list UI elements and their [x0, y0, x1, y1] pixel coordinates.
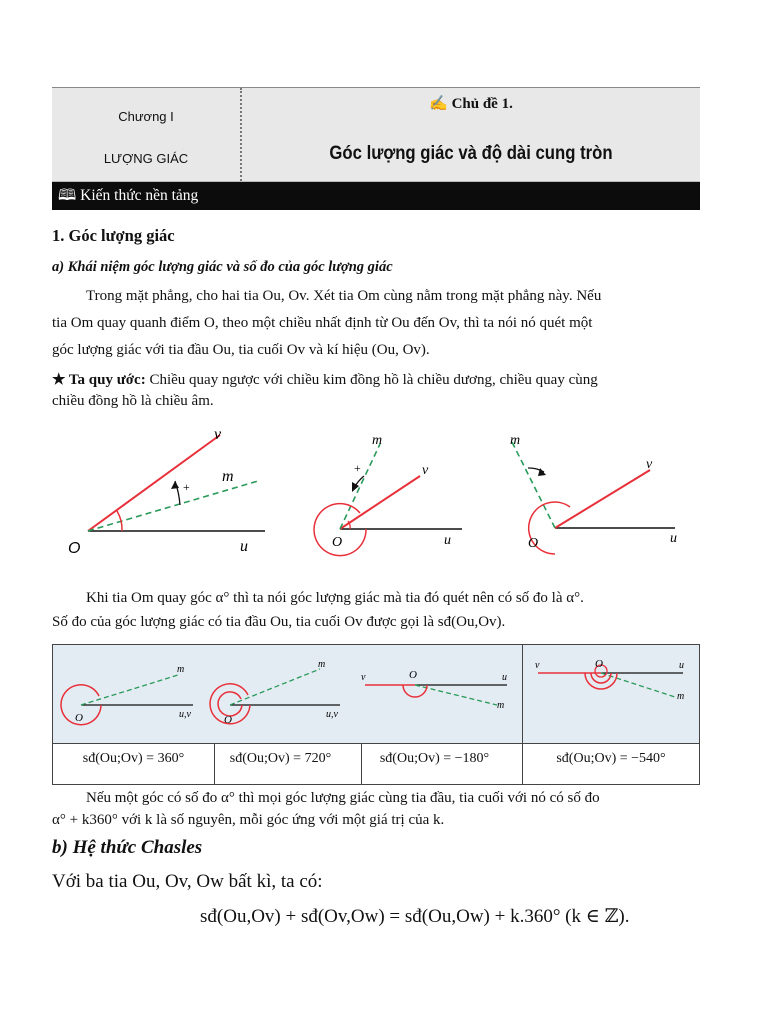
label-u: u: [670, 531, 677, 546]
plus-label: +: [183, 480, 190, 494]
paragraph-line: α° + k360° với k là số nguyên, mỗi góc ứng với một giá trị của k.: [52, 812, 445, 828]
paragraph-line: tia Om quay quanh điểm O, theo một chiều nhất định từ Ou đến Ov, thì ta nói nó quét một: [52, 315, 593, 331]
table-figure: [200, 645, 361, 744]
label-O: O: [224, 714, 232, 726]
label-v: v: [361, 672, 366, 683]
table-caption: sđ(Ou;Ov) = −540°: [556, 751, 666, 766]
rule-label: ★ Ta quy ước:: [52, 372, 146, 388]
figure-angle-1: [68, 425, 280, 565]
label-O: O: [409, 669, 417, 681]
table-caption: sđ(Ou;Ov) = −180°: [379, 751, 490, 766]
figure-angle-3: [500, 430, 690, 560]
paragraph-line: Số đo của góc lượng giác có tia đầu Ou, tia cuối Ov được gọi là sđ(Ou,Ov).: [52, 614, 506, 630]
label-O: O: [75, 712, 83, 724]
ray-v: [555, 470, 650, 528]
topic-label: ✍ Chủ đề 1.: [429, 96, 513, 112]
label-u: u: [502, 672, 507, 683]
label-m: m: [497, 700, 505, 711]
subsection-heading: b) Hệ thức Chasles: [52, 837, 203, 858]
ray-v: [88, 435, 220, 531]
label-m: m: [372, 433, 383, 448]
label-v: v: [214, 426, 222, 443]
paragraph-line: Khi tia Om quay góc α° thì ta nói góc lượng giác mà tia đó quét nên có số đo là α°.: [86, 590, 584, 606]
label-u: u: [444, 533, 451, 548]
angle-examples-table: [52, 644, 700, 785]
label-v: v: [646, 457, 653, 472]
label-O: O: [528, 536, 539, 551]
label-m: m: [677, 691, 685, 702]
table-cell: [347, 645, 523, 784]
figure-angle-2: [312, 432, 472, 557]
chapter-name: LƯỢNG GIÁC: [103, 151, 189, 166]
paragraph-line: Với ba tia Ou, Ov, Ow bất kì, ta có:: [52, 871, 323, 892]
label-uv: u,v: [179, 709, 191, 720]
label-O: O: [68, 540, 81, 557]
section-bar: 🕮 Kiến thức nền tảng: [52, 182, 700, 210]
figure-360: [53, 645, 214, 743]
rule-text: Chiều quay ngược với chiều kim đồng hồ là chiều dương, chiều quay cùng: [145, 372, 598, 388]
table-caption: sđ(Ou;Ov) = 360°: [82, 751, 185, 766]
label-u: u: [240, 538, 248, 555]
label-uv: u,v: [326, 709, 338, 720]
label-O: O: [595, 658, 603, 670]
paragraph-line: Trong mặt phẳng, cho hai tia Ou, Ov. Xét tia Om cùng nằm trong mặt phẳng này. Nếu: [86, 288, 602, 304]
table-cell: [53, 645, 215, 784]
section-heading: 1. Góc lượng giác: [52, 226, 175, 245]
figure-minus-540: [523, 645, 699, 743]
label-v: v: [535, 660, 540, 671]
chapter-cell: [52, 88, 242, 181]
table-caption: sđ(Ou;Ov) = 720°: [229, 751, 332, 766]
rule-line: chiều đồng hồ là chiều âm.: [52, 393, 214, 409]
chapter-header: [52, 87, 700, 182]
table-cell: [200, 645, 362, 784]
topic-cell: [242, 88, 700, 181]
label-O: O: [332, 535, 343, 550]
label-m: m: [222, 468, 234, 485]
label-m: m: [318, 659, 326, 670]
label-v: v: [422, 463, 429, 478]
table-figure: [523, 645, 699, 744]
topic-title: Góc lượng giác và độ dài cung tròn: [329, 143, 613, 164]
table-figure: [53, 645, 214, 744]
rule-line: [52, 370, 700, 390]
label-m: m: [510, 433, 521, 448]
label-m: m: [177, 664, 185, 675]
paragraph-line: Nếu một góc có số đo α° thì mọi góc lượng giác cùng tia đầu, tia cuối với nó có số đo: [86, 790, 600, 806]
arrow-head: [171, 481, 179, 489]
table-figure: [347, 645, 522, 744]
subsection-heading: a) Khái niệm góc lượng giác và số đo của góc lượng giác: [52, 259, 393, 275]
label-u: u: [679, 660, 684, 671]
plus-label: +: [354, 461, 361, 475]
table-cell: [523, 645, 699, 784]
ray-m: [512, 442, 555, 528]
paragraph-line: góc lượng giác với tia đầu Ou, tia cuối Ov và kí hiệu (Ou, Ov).: [52, 342, 430, 358]
figure-720: [200, 645, 361, 743]
figure-minus-180: [347, 645, 522, 743]
chapter-label: Chương I: [118, 109, 174, 124]
chasles-formula: sđ(Ou,Ov) + sđ(Ov,Ow) = sđ(Ou,Ow) + k.360° (k ∈ ℤ).: [200, 906, 630, 927]
